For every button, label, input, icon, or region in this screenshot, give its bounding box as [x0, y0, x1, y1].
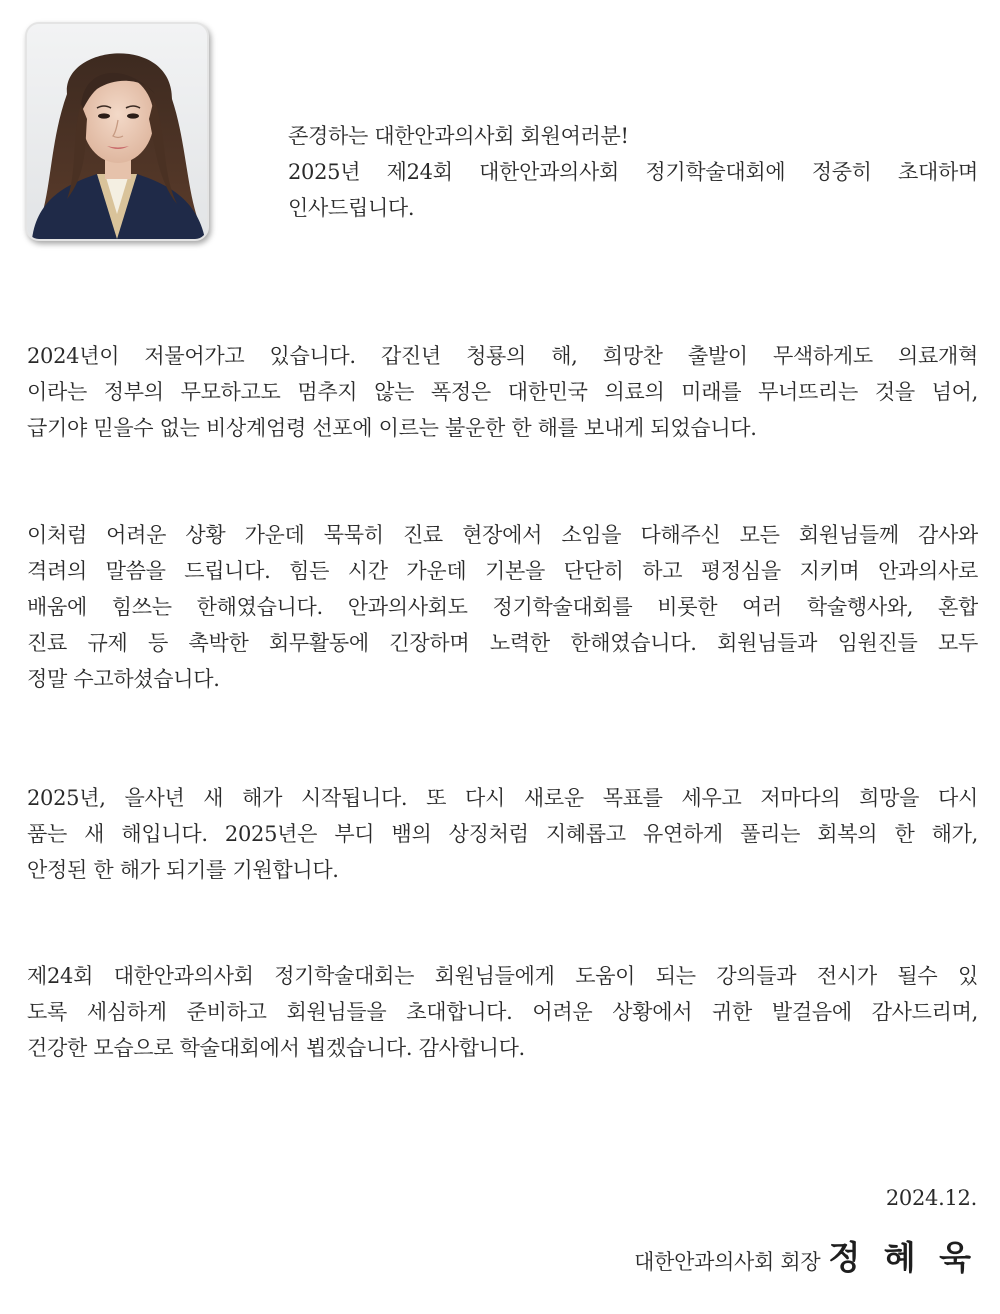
paragraph-line: 건강한 모습으로 학술대회에서 뵙겠습니다. 감사합니다. — [27, 1036, 525, 1060]
paragraph-line: 제24회 대한안과의사회 정기학술대회는 회원님들에게 도움이 되는 강의들과 전시가 될수 있 — [27, 964, 978, 988]
paragraph-line: 도록 세심하게 준비하고 회원님들을 초대합니다. 어려운 상황에서 귀한 발걸음에 감사드리며, — [27, 1000, 978, 1024]
signature-block — [634, 1232, 977, 1279]
paragraph-3 — [27, 780, 978, 888]
paragraph-line: 급기야 믿을수 없는 비상계엄령 선포에 이르는 불운한 한 해를 보내게 되었습니다. — [27, 416, 757, 440]
paragraph-line: 이라는 정부의 무모하고도 멈추지 않는 폭정은 대한민국 의료의 미래를 무너뜨리는 것을 넘어, — [27, 380, 978, 404]
signature-title: 대한안과의사회 회장 — [634, 1250, 821, 1274]
president-portrait-photo — [25, 22, 209, 241]
paragraph-2 — [27, 517, 978, 697]
paragraph-line: 배움에 힘쓰는 한해였습니다. 안과의사회도 정기학술대회를 비롯한 여러 학술행사와, 혼합 — [27, 595, 978, 619]
letter-date: 2024.12. — [885, 1186, 977, 1210]
paragraph-line: 2024년이 저물어가고 있습니다. 갑진년 청룡의 해, 희망찬 출발이 무색하게도 의료개혁 — [27, 344, 978, 368]
paragraph-1 — [27, 338, 978, 446]
paragraph-4 — [27, 958, 978, 1066]
signature-name: 정 혜 욱 — [828, 1238, 977, 1277]
paragraph-line: 진료 규제 등 촉박한 회무활동에 긴장하며 노력한 한해였습니다. 회원님들과 임원진들 모두 — [27, 631, 978, 655]
greeting-closing: 인사드립니다. — [288, 196, 415, 220]
paragraph-line: 안정된 한 해가 되기를 기원합니다. — [27, 858, 339, 882]
paragraph-line: 이처럼 어려운 상황 가운데 묵묵히 진료 현장에서 소임을 다해주신 모든 회원님들께 감사와 — [27, 523, 978, 547]
paragraph-line: 품는 새 해입니다. 2025년은 부디 뱀의 상징처럼 지혜롭고 유연하게 풀리는 회복의 한 해가, — [27, 822, 978, 846]
greeting-block — [288, 118, 978, 226]
paragraph-line: 격려의 말씀을 드립니다. 힘든 시간 가운데 기본을 단단히 하고 평정심을 지키며 안과의사로 — [27, 559, 978, 583]
greeting-invitation: 2025년 제24회 대한안과의사회 정기학술대회에 정중히 초대하며 — [288, 160, 978, 184]
greeting-salutation: 존경하는 대한안과의사회 회원여러분! — [288, 124, 629, 148]
paragraph-line: 2025년, 을사년 새 해가 시작됩니다. 또 다시 새로운 목표를 세우고 저마다의 희망을 다시 — [27, 786, 978, 810]
paragraph-line: 정말 수고하셨습니다. — [27, 667, 220, 691]
